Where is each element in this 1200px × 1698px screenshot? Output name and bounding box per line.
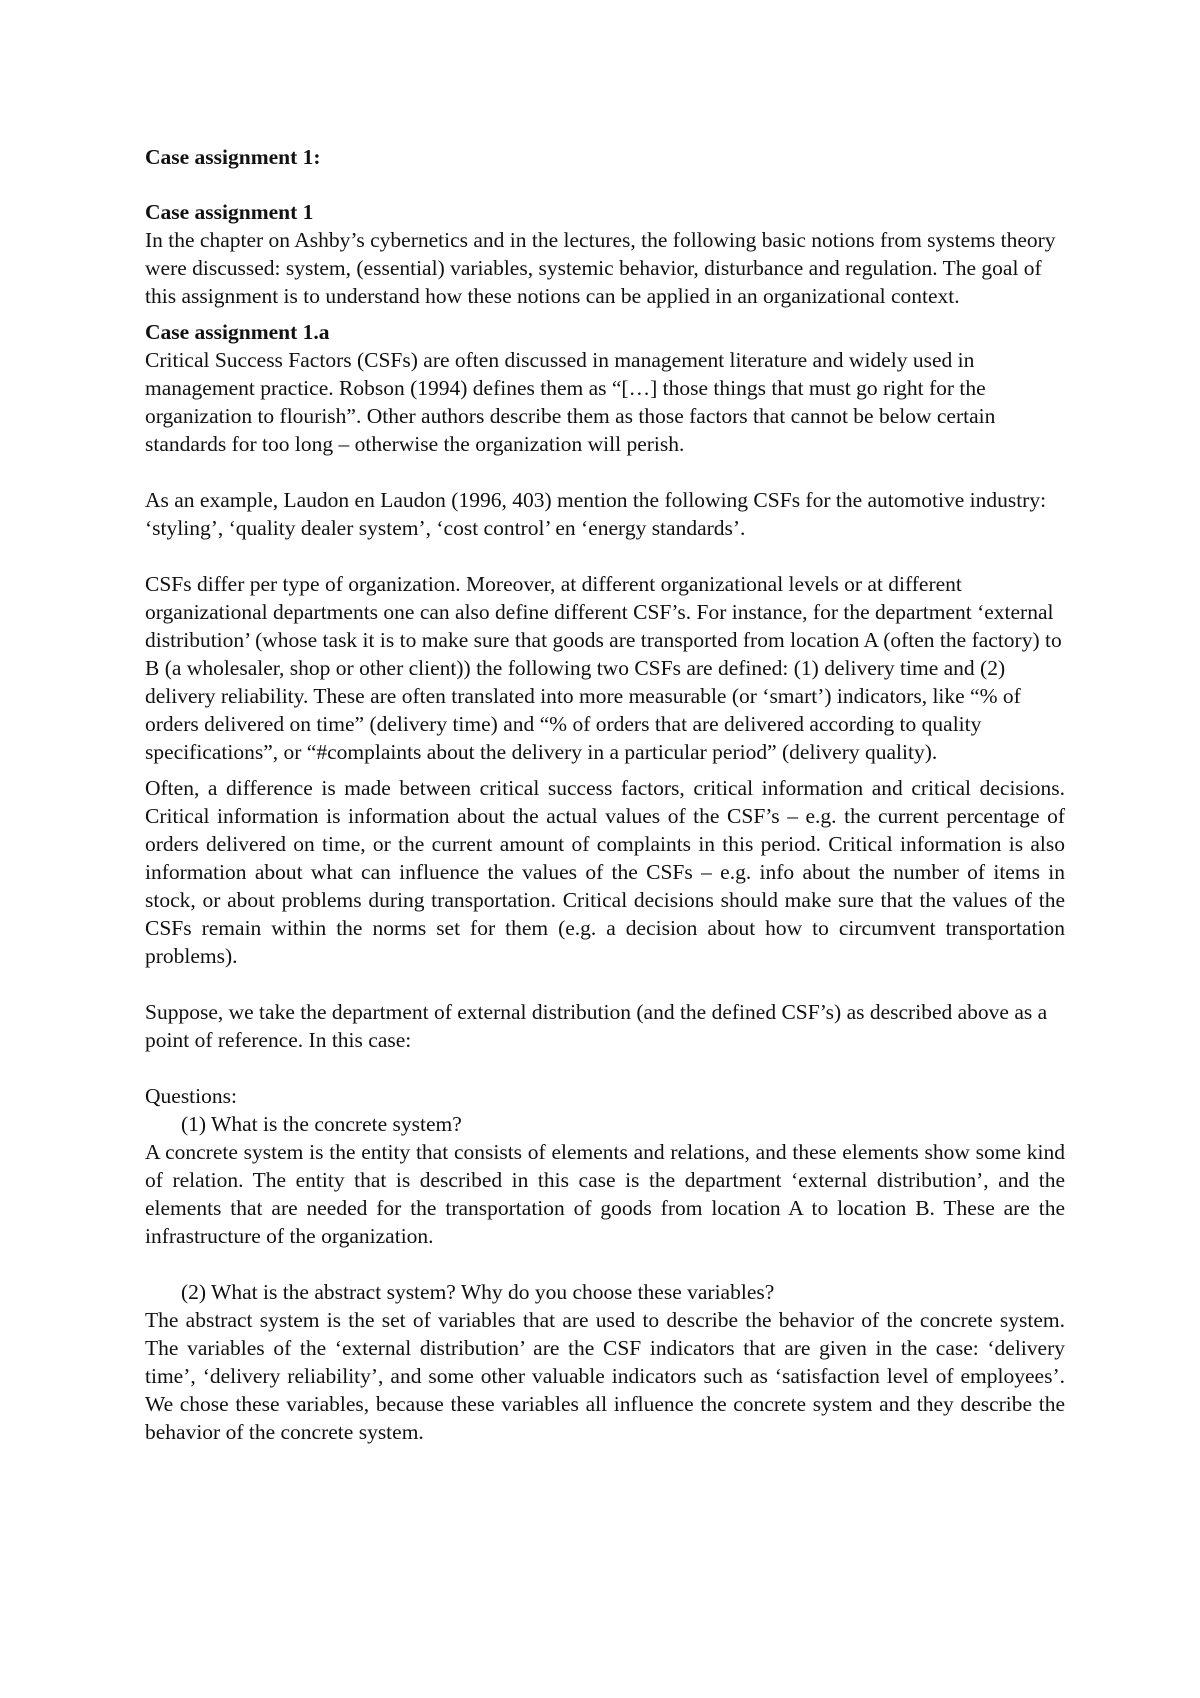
csf-department-paragraph: CSFs differ per type of organization. Moreover, at different organizational levels or at different organizational departments one can also define different CSF’s. For instance, for the department ‘external distribution’ (whose task it is to make sure that goods are transported from location A (often the factory) to B (a wholesaler, shop or other client)) the following two CSFs are defined: (1) delivery time and (2) delivery reliability. These are often translated into more measurable (or ‘smart’) indicators, like “% of orders delivered on time” (delivery time) and “% of orders that are delivered according to quality specifications”, or “#complaints about the delivery in a particular period” (delivery quality). [145, 572, 1062, 764]
questions-label: Questions: [145, 1084, 237, 1108]
question-2: (2) What is the abstract system? Why do you choose these variables? [181, 1280, 775, 1304]
automotive-example-paragraph: As an example, Laudon en Laudon (1996, 403) mention the following CSFs for the automotive industry: ‘styling’, ‘quality dealer system’, ‘cost control’ en ‘energy standards’. [145, 488, 1047, 540]
section-1-intro-paragraph: In the chapter on Ashby’s cybernetics and in the lectures, the following basic notions from systems theory were discussed: system, (essential) variables, systemic behavior, disturbance and regulation. The goal of this assignment is to understand how these notions can be applied in an organizational context. [145, 228, 1056, 308]
document-title: Case assignment 1: [145, 145, 321, 169]
critical-information-paragraph: Often, a difference is made between critical success factors, critical information and critical decisions. Critical information is information about the actual values of the CSF’s – e.g. the current percentage of orders delivered on time, or the current amount of complaints in this period. Critical information is also information about what can influence the values of the CSFs – e.g. info about the number of items in stock, or about problems during transportation. Critical decisions should make sure that the values of the CSFs remain within the norms set for them (e.g. a decision about how to circumvent transportation problems). [145, 776, 1065, 968]
document-page [145, 143, 1065, 1446]
csf-definition-paragraph: Critical Success Factors (CSFs) are often discussed in management literature and widely used in management practice. Robson (1994) defines them as “[…] those things that must go right for the organization to flourish”. Other authors describe them as those factors that cannot be below certain standards for too long – otherwise the organization will perish. [145, 348, 996, 456]
reference-paragraph: Suppose, we take the department of external distribution (and the defined CSF’s) as described above as a point of reference. In this case: [145, 1000, 1048, 1052]
section-heading-case-1: Case assignment 1 [145, 200, 314, 224]
section-heading-case-1a: Case assignment 1.a [145, 320, 330, 344]
question-1: (1) What is the concrete system? [181, 1112, 462, 1136]
answer-1: A concrete system is the entity that consists of elements and relations, and these elements show some kind of relation. The entity that is described in this case is the department ‘external distribution’, and the elements that are needed for the transportation of goods from location A to location B. These are the infrastructure of the organization. [145, 1140, 1065, 1248]
answer-2: The abstract system is the set of variables that are used to describe the behavior of the concrete system. The variables of the ‘external distribution’ are the CSF indicators that are given in the case: ‘delivery time’, ‘delivery reliability’, and some other valuable indicators such as ‘satisfaction level of employees’. We chose these variables, because these variables all influence the concrete system and they describe the behavior of the concrete system. [145, 1308, 1065, 1444]
